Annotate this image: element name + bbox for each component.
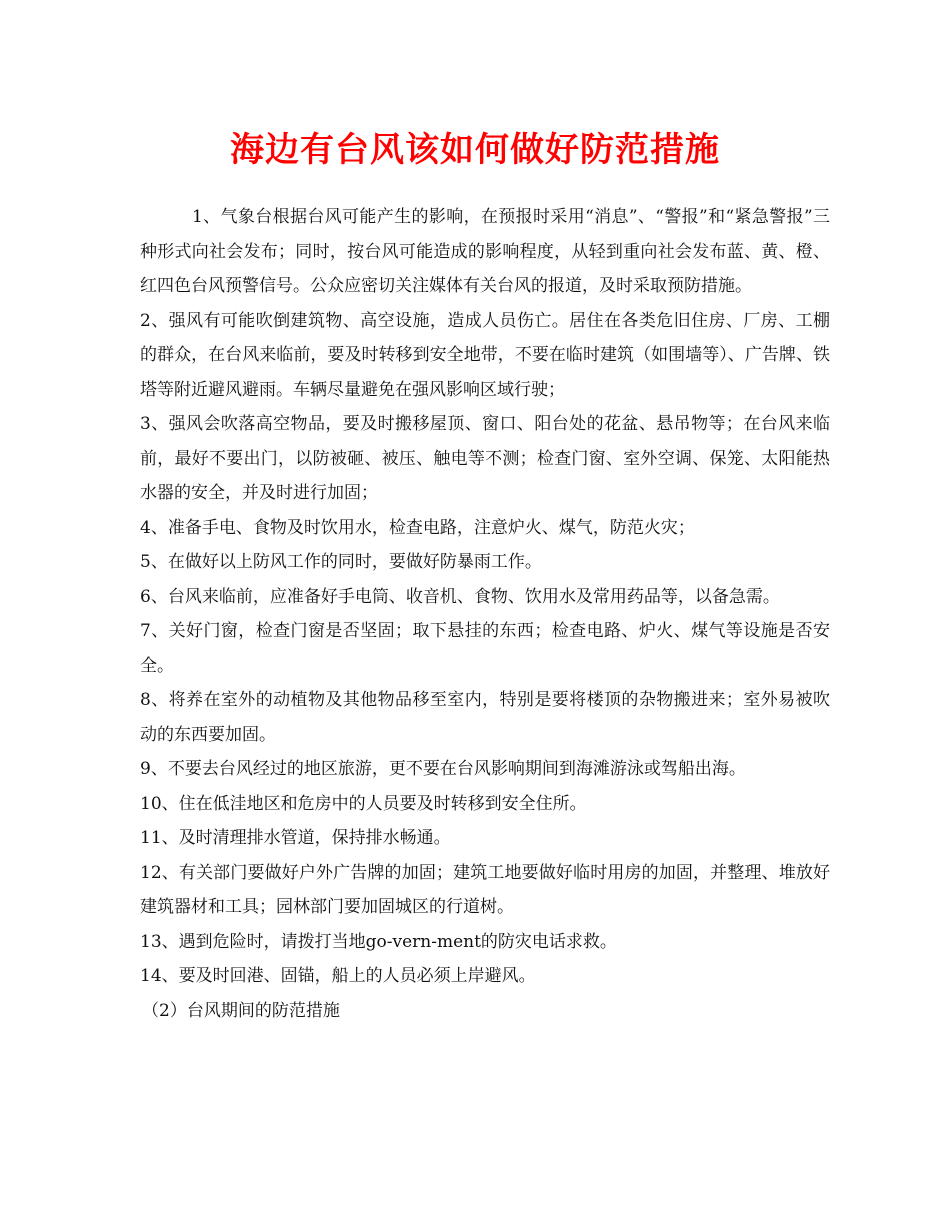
document-body: [140, 200, 830, 1028]
paragraph-8: 8、将养在室外的动植物及其他物品移至室内，特别是要将楼顶的杂物搬进来；室外易被吹动的东西要加固。: [140, 690, 830, 745]
paragraph-2: 2、强风有可能吹倒建筑物、高空设施，造成人员伤亡。居住在各类危旧住房、厂房、工棚的群众，在台风来临前，要及时转移到安全地带，不要在临时建筑（如围墙等）、广告牌、铁塔等附近避风避雨。车辆尽量避免在强风影响区域行驶；: [140, 310, 830, 400]
paragraph-7: 7、关好门窗，检查门窗是否坚固；取下悬挂的东西；检查电路、炉火、煤气等设施是否安全。: [140, 621, 830, 676]
paragraph-1: 1、气象台根据台风可能产生的影响，在预报时采用“消息”、“警报”和“紧急警报”三种形式向社会发布；同时，按台风可能造成的影响程度，从轻到重向社会发布蓝、黄、橙、红四色台风预警信号。公众应密切关注媒体有关台风的报道，及时采取预防措施。: [140, 207, 830, 296]
paragraph-10: 10、住在低洼地区和危房中的人员要及时转移到安全住所。: [140, 793, 587, 814]
paragraph-11: 11、及时清理排水管道，保持排水畅通。: [140, 828, 451, 848]
section-heading-typhoon-period: （2）台风期间的防范措施: [142, 1000, 340, 1021]
paragraph-9: 9、不要去台风经过的地区旅游，更不要在台风影响期间到海滩游泳或驾船出海。: [140, 759, 746, 779]
paragraph-6: 6、台风来临前，应准备好手电筒、收音机、食物、饮用水及常用药品等，以备急需。: [140, 586, 780, 607]
paragraph-3: 3、强风会吹落高空物品，要及时搬移屋顶、窗口、阳台处的花盆、悬吊物等；在台风来临前，最好不要出门，以防被砸、被压、触电等不测；检查门窗、室外空调、保笼、太阳能热水器的安全，并及时进行加固；: [140, 414, 830, 503]
document-title: 海边有台风该如何做好防范措施: [230, 130, 720, 170]
paragraph-4: 4、准备手电、食物及时饮用水，检查电路，注意炉火、煤气，防范火灾；: [140, 517, 695, 538]
paragraph-13: 13、遇到危险时，请拨打当地go-vern-ment的防灾电话求救。: [140, 931, 617, 952]
paragraph-12: 12、有关部门要做好户外广告牌的加固；建筑工地要做好临时用房的加固，并整理、堆放好建筑器材和工具；园林部门要加固城区的行道树。: [140, 862, 830, 917]
paragraph-5: 5、在做好以上防风工作的同时，要做好防暴雨工作。: [140, 552, 542, 572]
paragraph-14: 14、要及时回港、固锚，船上的人员必须上岸避风。: [140, 966, 536, 986]
